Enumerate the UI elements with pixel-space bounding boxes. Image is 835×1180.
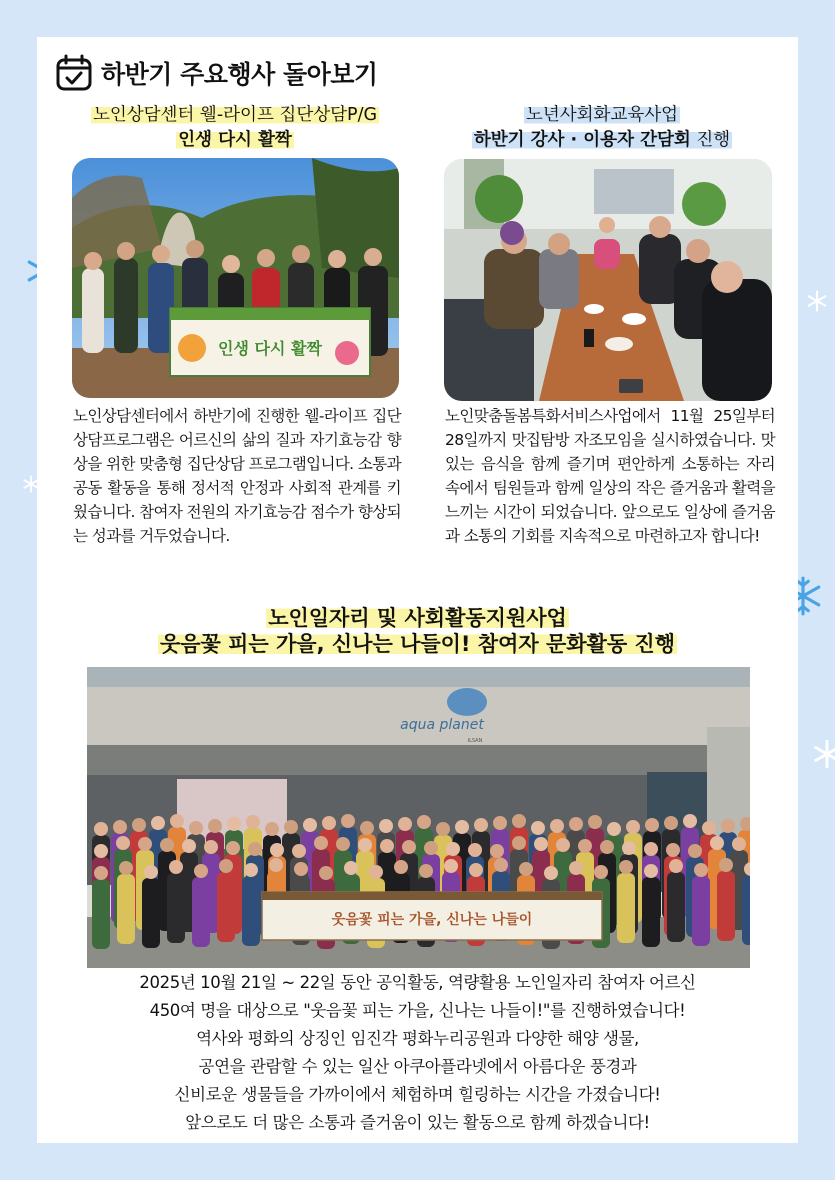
body-line: 앞으로도 더 많은 소통과 즐거움이 있는 활동으로 함께 하겠습니다! — [185, 1113, 650, 1132]
snowflake-icon — [806, 290, 828, 312]
right-title-line2-bold: 하반기 강사 · 이용자 간담회 — [473, 130, 691, 150]
counseling-group-photo — [72, 158, 399, 398]
right-title-line2-rest: 진행 — [690, 130, 731, 150]
left-section-title — [65, 103, 405, 153]
body-line: 공연을 관람할 수 있는 일산 아쿠아플라넷에서 아름다운 풍경과 — [198, 1057, 637, 1076]
left-title-line1: 노인상담센터 웰-라이프 집단상담P/G — [92, 105, 378, 125]
body-line: 신비로운 생물들을 가까이에서 체험하며 힐링하는 시간을 가졌습니다! — [174, 1085, 661, 1104]
bottom-title-line2-rest: 참여자 문화활동 진행 — [470, 632, 676, 656]
building-sign-sub: ILSAN — [467, 738, 483, 744]
newsletter-page — [37, 37, 798, 1143]
calendar-check-icon — [55, 54, 93, 92]
bottom-title-line2-bold: 웃음꽃 피는 가을, 신나는 나들이! — [159, 632, 471, 656]
right-section-body: 노인맞춤돌봄특화서비스사업에서 11월 25일부터 28일까지 맛집탐방 자조모임을 실시하였습니다. 맛있는 음식을 함께 즐기며 편안하게 소통하는 자리 속에서 팀원들과 함께 일상의 작은 즐거움과 활력을 느끼는 시간이 되었습니다. 앞으로도 일상에 즐거움과 소통의 기회를 지속적으로 마련하고자 합니다! — [445, 407, 775, 545]
bottom-title-line1: 노인일자리 및 사회활동지원사업 — [268, 606, 567, 630]
bottom-title-line2 — [158, 632, 677, 656]
counseling-banner-text: 인생 다시 활짝 — [218, 339, 322, 358]
left-title-line2: 인생 다시 활짝 — [178, 130, 292, 150]
bottom-section-title — [37, 605, 798, 657]
body-line: 역사와 평화의 상징인 임진각 평화누리공원과 다양한 해양 생물, — [196, 1029, 639, 1048]
building-sign-text: aqua planet — [400, 717, 484, 733]
page-header — [55, 53, 378, 93]
page-title: 하반기 주요행사 돌아보기 — [101, 60, 378, 89]
body-line: 2025년 10월 21일 ~ 22일 동안 공익활동, 역량활용 노인일자리 참여자 어르신 — [139, 973, 696, 992]
cafe-meeting-photo — [444, 159, 772, 401]
left-section-body: 노인상담센터에서 하반기에 진행한 웰-라이프 집단상담프로그램은 어르신의 삶의 질과 자기효능감 향상을 위한 맞춤형 집단상담 프로그램입니다. 소통과 공동 활동을 통해 정서적 안정과 사회적 관계를 키웠습니다. 참여자 전원의 자기효능감 점수가 향상되는 성과를 거두었습니다. — [73, 407, 401, 545]
right-title-line2 — [472, 130, 732, 150]
right-section-title — [427, 103, 777, 153]
body-line: 450여 명을 대상으로 "웃음꽃 피는 가을, 신나는 나들이!"를 진행하였습니다! — [149, 1001, 686, 1020]
right-title-line1: 노년사회화교육사업 — [525, 105, 679, 125]
aqua-planet-group-photo — [87, 667, 750, 968]
outing-banner-text: 웃음꽃 피는 가을, 신나는 나들이 — [331, 912, 533, 928]
snowflake-icon — [812, 730, 835, 778]
bottom-section-body — [37, 969, 798, 1137]
